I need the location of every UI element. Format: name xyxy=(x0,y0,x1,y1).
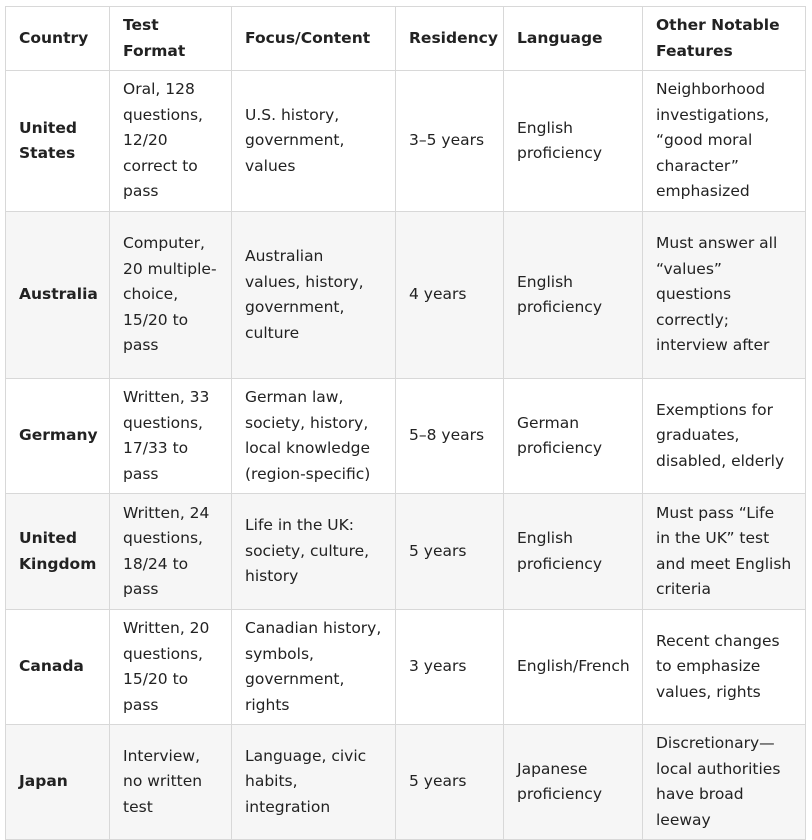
header-focus-content: Focus/Content xyxy=(232,7,396,71)
header-test-format: Test Format xyxy=(110,7,232,71)
cell-language: English/French xyxy=(504,610,643,725)
table-row xyxy=(6,494,806,610)
table-row xyxy=(6,212,806,379)
cell-residency: 3–5 years xyxy=(396,71,504,212)
cell-test-format: Computer, 20 multiple-choice, 15/20 to pass xyxy=(110,212,232,379)
cell-other-features: Must answer all “values” questions correctly; interview after xyxy=(643,212,806,379)
cell-language: German proficiency xyxy=(504,379,643,494)
header-country: Country xyxy=(6,7,110,71)
table-row xyxy=(6,379,806,494)
cell-residency: 5 years xyxy=(396,494,504,610)
header-residency: Residency xyxy=(396,7,504,71)
cell-residency: 4 years xyxy=(396,212,504,379)
cell-country: Australia xyxy=(6,212,110,379)
cell-focus-content: Australian values, history, government, culture xyxy=(232,212,396,379)
cell-residency: 5–8 years xyxy=(396,379,504,494)
cell-test-format: Written, 20 questions, 15/20 to pass xyxy=(110,610,232,725)
cell-test-format: Written, 33 questions, 17/33 to pass xyxy=(110,379,232,494)
cell-language: English proficiency xyxy=(504,71,643,212)
cell-other-features: Exemptions for graduates, disabled, elderly xyxy=(643,379,806,494)
header-row xyxy=(6,7,806,71)
cell-focus-content: German law, society, history, local knowledge (region-specific) xyxy=(232,379,396,494)
header-other-features: Other Notable Features xyxy=(643,7,806,71)
cell-language: Japanese proficiency xyxy=(504,725,643,840)
comparison-table xyxy=(5,6,806,840)
cell-focus-content: U.S. history, government, values xyxy=(232,71,396,212)
cell-test-format: Written, 24 questions, 18/24 to pass xyxy=(110,494,232,610)
cell-focus-content: Life in the UK: society, culture, history xyxy=(232,494,396,610)
cell-country: Canada xyxy=(6,610,110,725)
cell-country: United States xyxy=(6,71,110,212)
table-row xyxy=(6,610,806,725)
table-row xyxy=(6,725,806,840)
cell-residency: 5 years xyxy=(396,725,504,840)
cell-other-features: Must pass “Life in the UK” test and meet English criteria xyxy=(643,494,806,610)
cell-test-format: Interview, no written test xyxy=(110,725,232,840)
cell-focus-content: Canadian history, symbols, government, rights xyxy=(232,610,396,725)
header-language: Language xyxy=(504,7,643,71)
cell-country: Germany xyxy=(6,379,110,494)
cell-residency: 3 years xyxy=(396,610,504,725)
cell-country: United Kingdom xyxy=(6,494,110,610)
cell-country: Japan xyxy=(6,725,110,840)
cell-language: English proficiency xyxy=(504,212,643,379)
cell-other-features: Neighborhood investigations, “good moral character” emphasized xyxy=(643,71,806,212)
cell-focus-content: Language, civic habits, integration xyxy=(232,725,396,840)
cell-other-features: Discretionary—local authorities have broad leeway xyxy=(643,725,806,840)
cell-test-format: Oral, 128 questions, 12/20 correct to pass xyxy=(110,71,232,212)
table-row xyxy=(6,71,806,212)
cell-language: English proficiency xyxy=(504,494,643,610)
cell-other-features: Recent changes to emphasize values, rights xyxy=(643,610,806,725)
